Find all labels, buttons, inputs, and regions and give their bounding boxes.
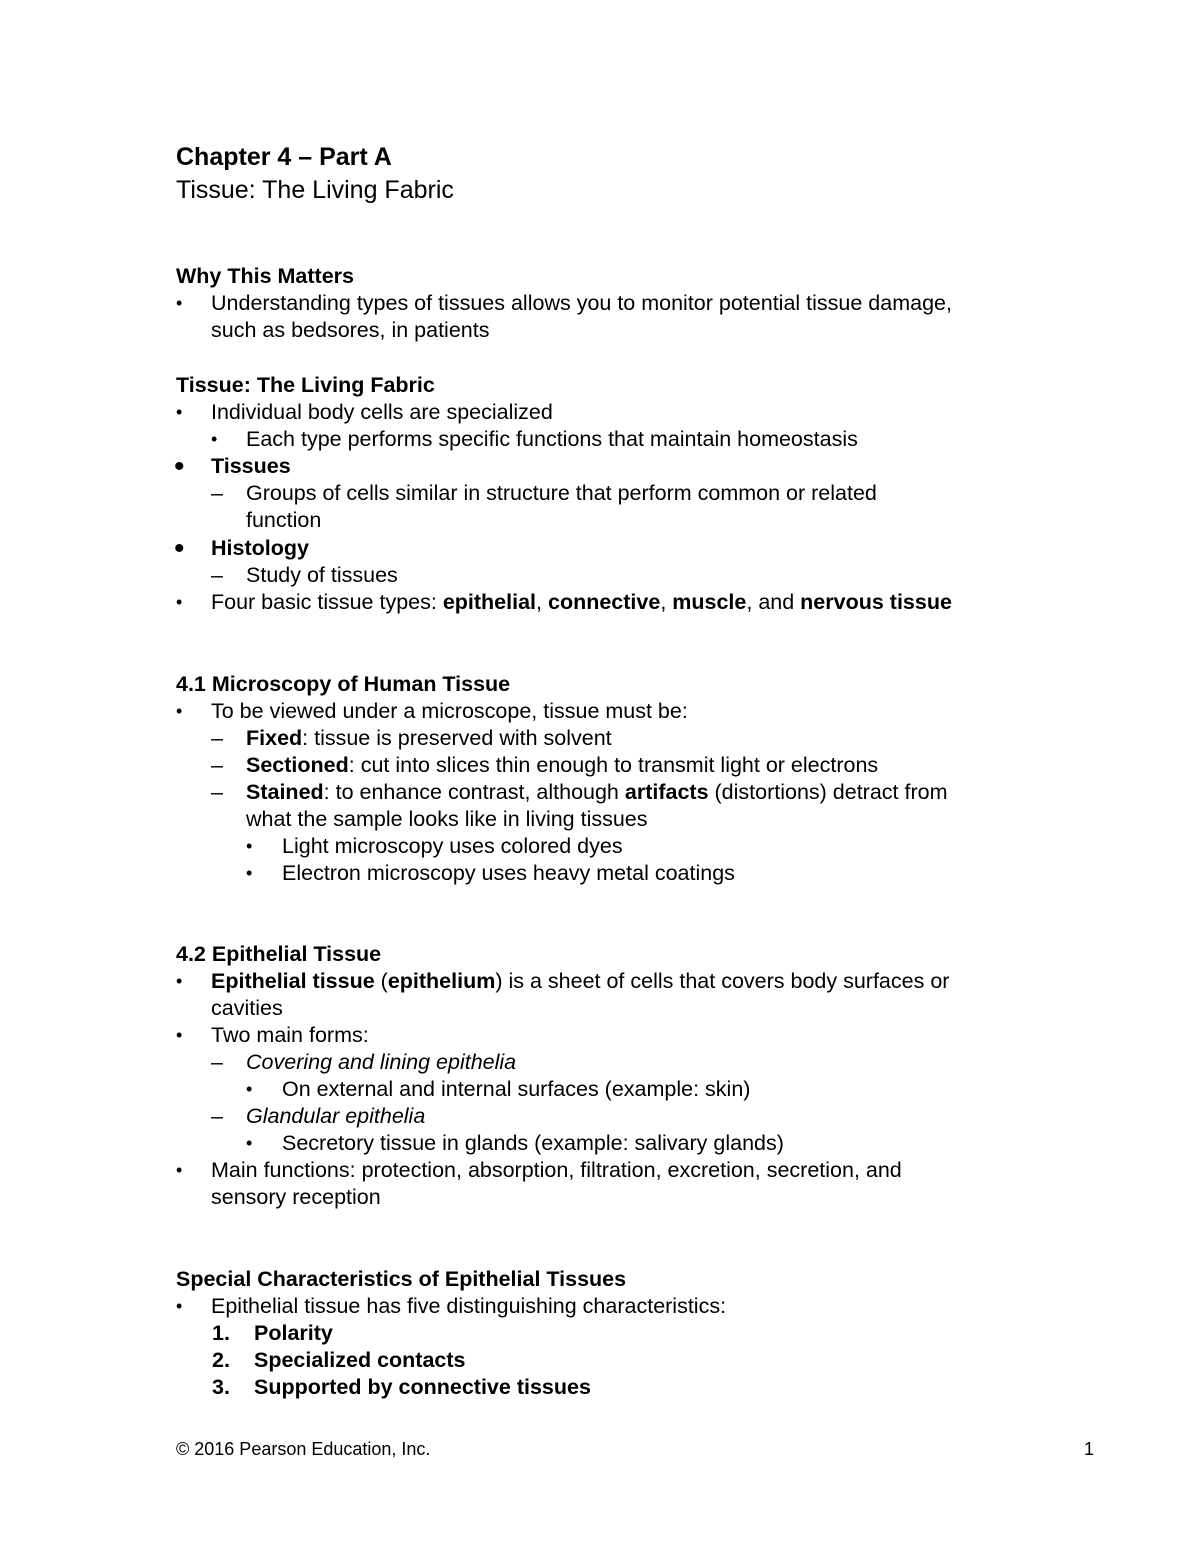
histology-definition: Study of tissues [246,563,398,587]
main-functions-cont: sensory reception [211,1185,381,1209]
term-tissues: Tissues [211,454,291,478]
epithelial-definition-text: ) is a sheet of cells that covers body surfaces or [495,969,950,993]
electron-microscopy: Electron microscopy uses heavy metal coatings [282,861,735,885]
term-sectioned: Sectioned [246,753,349,777]
characteristic-contacts: Specialized contacts [254,1348,466,1372]
separator: , and [746,590,801,614]
dash-marker: – [211,1104,223,1128]
dash-marker: – [211,563,223,587]
bullet-marker: • [246,863,253,883]
tissues-definition-cont: function [246,508,322,532]
fixed-definition: : tissue is preserved with solvent [302,726,612,750]
epithelial-definition [211,968,949,995]
characteristic-polarity: Polarity [254,1321,333,1345]
bullet-marker: • [176,592,183,612]
why-bullet-text: Understanding types of tissues allows you to monitor potential tissue damage, [211,291,952,315]
bullet-marker: • [174,532,185,565]
microscopy-intro: To be viewed under a microscope, tissue must be: [211,699,688,723]
section-heading-fabric: Tissue: The Living Fabric [176,373,435,397]
term-epithelium: epithelium [387,969,496,993]
footer-page-number: 1 [1084,1439,1095,1459]
dash-marker: – [211,753,223,777]
why-bullet-text-cont: such as bedsores, in patients [211,318,490,342]
bullet-marker: • [246,836,253,856]
bullet-marker: • [174,450,185,483]
section-heading-epithelial: 4.2 Epithelial Tissue [176,942,382,966]
dash-marker: – [211,1050,223,1074]
bullet-marker: • [176,971,183,991]
bullet-marker: • [176,1296,183,1316]
term-muscle: muscle [672,590,747,614]
fabric-bullet-1-sub: Each type performs specific functions that maintain homeostasis [246,427,858,451]
bullet-marker: • [176,1160,183,1180]
term-histology: Histology [211,536,309,560]
bullet-marker: • [211,429,218,449]
dash-marker: – [211,780,223,804]
dash-marker: – [211,726,223,750]
glandular-example: Secretory tissue in glands (example: salivary glands) [282,1131,784,1155]
covering-example: On external and internal surfaces (example: skin) [282,1077,751,1101]
term-connective: connective [547,590,661,614]
bullet-marker: • [176,293,183,313]
bullet-marker: • [246,1079,253,1099]
fixed-line [246,725,612,752]
term-fixed: Fixed [246,726,303,750]
page-title: Chapter 4 – Part A [176,143,392,171]
list-number: 3. [212,1375,230,1399]
light-microscopy: Light microscopy uses colored dyes [282,834,623,858]
sectioned-line [246,752,878,779]
bullet-marker: • [246,1133,253,1153]
dash-marker: – [211,481,223,505]
characteristics-intro: Epithelial tissue has five distinguishing characteristics: [211,1294,727,1318]
epithelial-definition-cont: cavities [211,996,283,1020]
page-subtitle: Tissue: The Living Fabric [176,176,454,204]
separator: ( [374,969,388,993]
term-artifacts: artifacts [624,780,709,804]
separator: , [536,590,548,614]
stained-definition: : to enhance contrast, although [323,780,625,804]
two-main-forms: Two main forms: [211,1023,369,1047]
tissues-definition: Groups of cells similar in structure that perform common or related [246,481,877,505]
footer-copyright: © 2016 Pearson Education, Inc. [176,1439,431,1459]
section-heading-special: Special Characteristics of Epithelial Tissues [176,1267,627,1291]
artifacts-definition: (distortions) detract from [708,780,948,804]
list-number: 2. [212,1348,230,1372]
term-stained: Stained [246,780,324,804]
characteristic-connective-support: Supported by connective tissues [254,1375,591,1399]
main-functions: Main functions: protection, absorption, filtration, excretion, secretion, and [211,1158,902,1182]
tissue-types-prefix: Four basic tissue types: [211,590,443,614]
stained-line [246,779,948,806]
stained-line-cont: what the sample looks like in living tissues [246,807,648,831]
bullet-marker: • [176,402,183,422]
list-number: 1. [212,1321,230,1345]
section-heading-microscopy: 4.1 Microscopy of Human Tissue [176,672,511,696]
fabric-bullet-1: Individual body cells are specialized [211,400,553,424]
term-epithelial-tissue: Epithelial tissue [211,969,375,993]
bullet-marker: • [176,701,183,721]
term-nervous-tissue: nervous tissue [800,590,952,614]
sectioned-definition: : cut into slices thin enough to transmit light or electrons [348,753,879,777]
section-heading-why: Why This Matters [176,264,354,288]
tissue-types-line [211,589,952,616]
term-epithelial: epithelial [442,590,537,614]
term-covering-lining: Covering and lining epithelia [246,1050,517,1074]
separator: , [660,590,673,614]
term-glandular: Glandular epithelia [246,1104,426,1128]
bullet-marker: • [176,1025,183,1045]
